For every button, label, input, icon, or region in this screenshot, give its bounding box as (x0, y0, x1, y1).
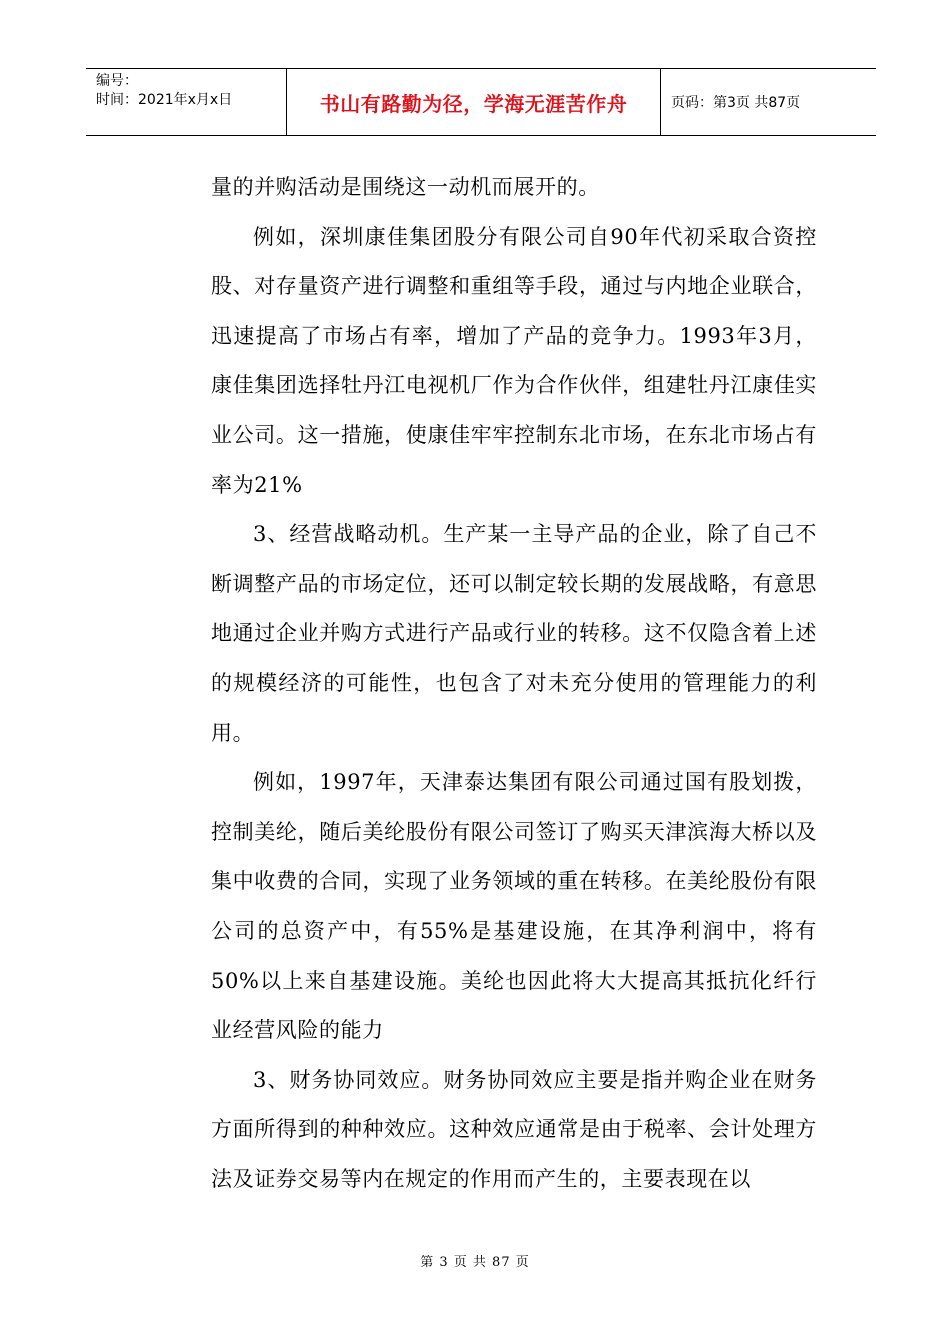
header-motto-cell (287, 69, 661, 135)
paragraph: 例如，深圳康佳集团股分有限公司自90年代初采取合资控股、对存量资产进行调整和重组等手段，通过与内地企业联合，迅速提高了市场占有率，增加了产品的竞争力。1993年3月，康佳集团选择牡丹江电视机厂作为合作伙伴，组建牡丹江康佳实业公司。这一措施，使康佳牢牢控制东北市场，在东北市场占有率为21% (211, 224, 817, 497)
page-header (86, 68, 876, 136)
number-label: 编号： (96, 73, 138, 89)
paragraph: 例如，1997年，天津泰达集团有限公司通过国有股划拨，控制美纶，随后美纶股份有限公司签订了购买天津滨海大桥以及集中收费的合同，实现了业务领域的重在转移。在美纶股份有限公司的总资产中，有55%是基建设施，在其净利润中，将有50%以上来自基建设施。美纶也因此将大大提高其抵抗化纤行业经营风险的能力 (211, 770, 817, 1043)
header-meta-cell (86, 69, 287, 135)
header-page-cell (661, 69, 876, 135)
page-code: 页码：第3页 共87页 (671, 95, 801, 111)
paragraph: 量的并购活动是围绕这一动机而展开的。 (211, 175, 600, 199)
document-body (211, 163, 817, 1204)
time-label: 时间：2021年x月x日 (96, 92, 233, 108)
motto-text: 书山有路勤为径，学海无涯苦作舟 (319, 91, 628, 116)
page-footer (0, 1251, 950, 1270)
paragraph: 3、经营战略动机。生产某一主导产品的企业，除了自己不断调整产品的市场定位，还可以制定较长期的发展战略，有意思地通过企业并购方式进行产品或行业的转移。这不仅隐含着上述的规模经济的可能性，也包含了对未充分使用的管理能力的利用。 (211, 522, 817, 745)
footer-page-number: 第 3 页 共 87 页 (420, 1255, 530, 1270)
paragraph: 3、财务协同效应。财务协同效应主要是指并购企业在财务方面所得到的种种效应。这种效应通常是由于税率、会计处理方法及证券交易等内在规定的作用而产生的，主要表现在以 (211, 1067, 817, 1191)
